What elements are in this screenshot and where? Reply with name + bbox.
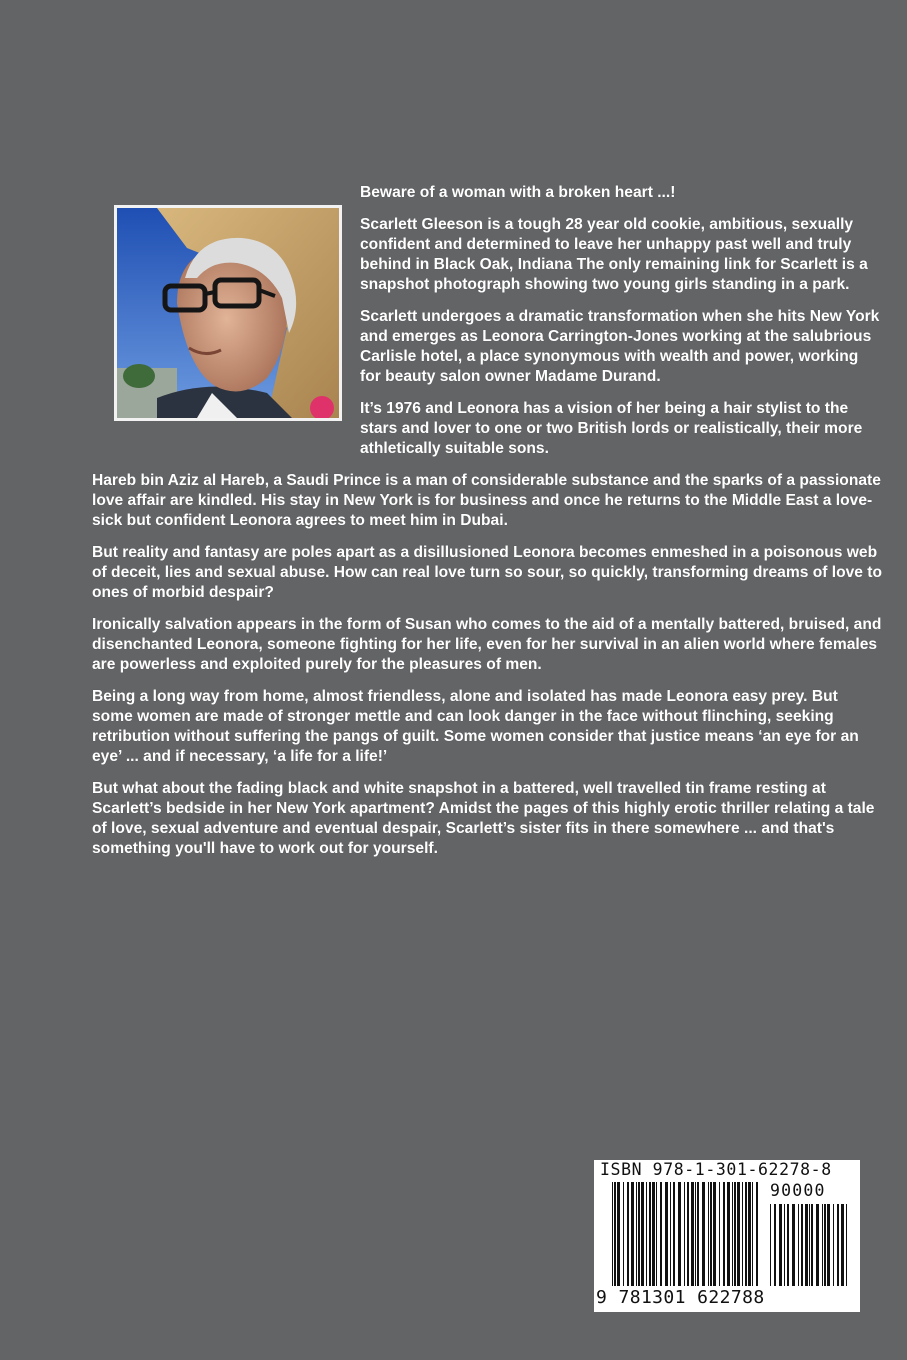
barcode-bar — [673, 1182, 675, 1286]
barcode-bar — [713, 1182, 716, 1286]
barcode-bar — [652, 1182, 655, 1286]
barcode-bar — [727, 1182, 730, 1286]
barcode-bar — [822, 1204, 823, 1286]
barcode-bar — [752, 1182, 753, 1286]
barcode-bar — [732, 1182, 733, 1286]
blurb-paragraph: But what about the fading black and white snapshot in a battered, well travelled tin frame resting at Scarlett’s bedside in her New York apartment? Amidst the pages of this highly erotic thriller relating a tale of love, sexual adventure and eventual despair, Scarlett’s sister fits in there somewhere ... and that's something you'll have to work out for yourself. — [92, 780, 875, 857]
blurb-paragraph: Hareb bin Aziz al Hareb, a Saudi Prince is a man of considerable substance and the sparks of a passionate love affair are kindled. His stay in New York is for business and once he returns to the Middle East a love-sick but confident Leonora agrees to meet him in Dubai. — [92, 472, 881, 529]
isbn-barcode — [594, 1160, 860, 1312]
barcode-bar — [656, 1182, 657, 1286]
barcode-bar — [708, 1182, 709, 1286]
barcode-bars-icon — [612, 1182, 762, 1286]
barcode-bar — [627, 1182, 629, 1286]
price-code: 90000 — [770, 1181, 826, 1200]
barcode-bar — [723, 1182, 725, 1286]
barcode-bar — [824, 1204, 826, 1286]
barcode-bar — [745, 1182, 747, 1286]
barcode-bar — [660, 1182, 662, 1286]
barcode-bar — [841, 1204, 844, 1286]
barcode-bar — [809, 1204, 810, 1286]
blurb-text — [92, 183, 882, 871]
barcode-bar — [833, 1204, 834, 1286]
barcode-bar — [846, 1204, 847, 1286]
barcode-bar — [702, 1182, 705, 1286]
barcode-bar — [636, 1182, 637, 1286]
blurb-paragraph: It’s 1976 and Leonora has a vision of her being a hair stylist to the stars and lover to one or two British lords or realistically, their more athletically suitable sons. — [360, 400, 863, 457]
barcode-bar — [816, 1204, 819, 1286]
barcode-bar — [784, 1204, 785, 1286]
barcode-bar — [748, 1182, 751, 1286]
barcode-bar — [631, 1182, 634, 1286]
barcode-bar — [641, 1182, 644, 1286]
barcode-bar — [837, 1204, 839, 1286]
blurb-paragraph: Scarlett Gleeson is a tough 28 year old cookie, ambitious, sexually confident and determined to leave her unhappy past well and truly behind in Black Oak, Indiana The only remaining link for Scarlett is a snapshot photograph showing two young girls standing in a park. — [360, 216, 868, 293]
isbn-label: ISBN 978-1-301-62278-8 — [600, 1160, 832, 1179]
blurb-paragraph: Being a long way from home, almost friendless, alone and isolated has made Leonora easy prey. But some women are made of stronger mettle and can look danger in the face without flinching, seeking retribution without suffering the pangs of guilt. Some women consider that justice means ‘an eye for an eye’ ... and if necessary, ‘a life for a life!’ — [92, 688, 859, 765]
barcode-bar — [623, 1182, 624, 1286]
barcode-bar — [678, 1182, 681, 1286]
barcode-bar — [687, 1182, 689, 1286]
barcode-bar — [827, 1204, 830, 1286]
barcode-bar — [742, 1182, 743, 1286]
barcode-bar — [811, 1204, 813, 1286]
blurb-paragraph: Ironically salvation appears in the form of Susan who comes to the aid of a mentally battered, bruised, and disenchanted Leonora, someone fighting for her life, even for her survival in an alien world where females are powerless and exploited purely for the pleasures of men. — [92, 616, 882, 673]
barcode-bar — [710, 1182, 712, 1286]
barcode-digits: 9 781301 622788 — [596, 1287, 765, 1308]
barcode-bar — [756, 1182, 758, 1286]
blurb-paragraph: But reality and fantasy are poles apart as a disillusioned Leonora becomes enmeshed in a poisonous web of deceit, lies and sexual abuse. How can real love turn so sour, so quickly, transforming dreams of love to ones of morbid despair? — [92, 544, 883, 601]
barcode-bar — [734, 1182, 736, 1286]
barcode-bar — [779, 1204, 782, 1286]
barcode-bar — [691, 1182, 694, 1286]
barcode-bar — [801, 1204, 803, 1286]
barcode-bar — [649, 1182, 651, 1286]
barcode-bar — [612, 1182, 613, 1286]
barcode-bar — [670, 1182, 671, 1286]
barcode-bar — [770, 1204, 771, 1286]
addon-barcode-icon — [770, 1204, 850, 1286]
barcode-bar — [617, 1182, 620, 1286]
barcode-bar — [646, 1182, 647, 1286]
barcode-bar — [792, 1204, 795, 1286]
barcode-bar — [805, 1204, 808, 1286]
blurb-paragraph: Scarlett undergoes a dramatic transformation when she hits New York and emerges as Leonora Carrington-Jones working at the salubrious Carlisle hotel, a place synonymous with wealth and power, working for beauty salon owner Madame Durand. — [360, 308, 880, 385]
barcode-bar — [665, 1182, 668, 1286]
barcode-bar — [774, 1204, 776, 1286]
barcode-bar — [719, 1182, 720, 1286]
barcode-bar — [695, 1182, 696, 1286]
barcode-bar — [638, 1182, 640, 1286]
barcode-bar — [798, 1204, 799, 1286]
barcode-bar — [787, 1204, 789, 1286]
barcode-bar — [697, 1182, 699, 1286]
barcode-bar — [684, 1182, 685, 1286]
barcode-bar — [737, 1182, 740, 1286]
barcode-bar — [614, 1182, 616, 1286]
tagline: Beware of a woman with a broken heart ...! — [360, 184, 676, 201]
